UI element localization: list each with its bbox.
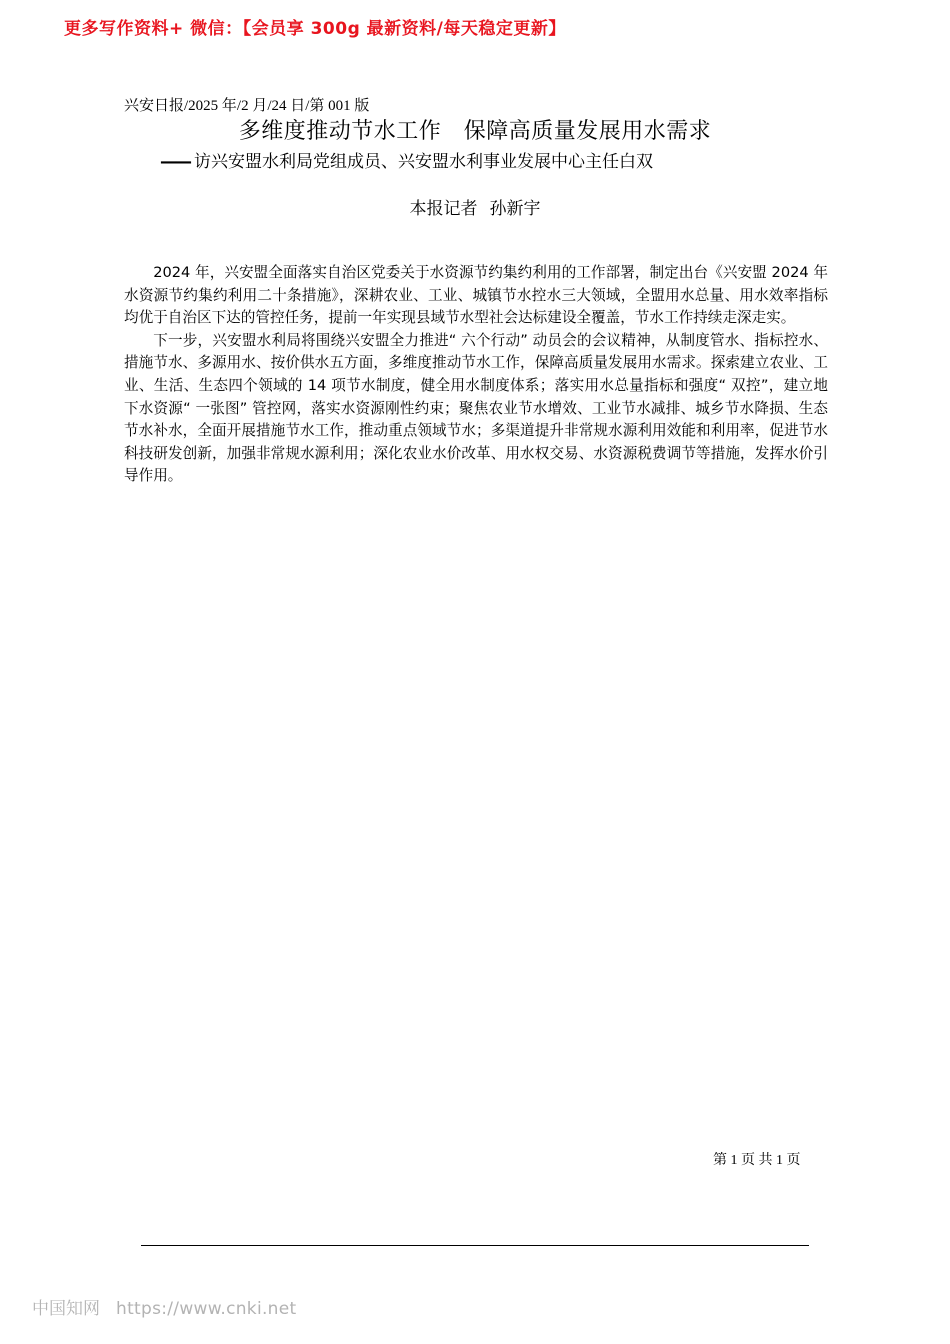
paragraph: 下一步，兴安盟水利局将围绕兴安盟全力推进“ 六个行动” 动员会的会议精神，从制度管水、指标控水、措施节水、多源用水、按价供水五方面，多维度推动节水工作，保障高质量发展用水需求。探索建立农业、工业、生活、生态四个领域的 14 项节水制度，健全用水制度体系；落实用水总量指标和强度“ 双控”，建立地下水资源“ 一张图” 管控网，落实水资源刚性约束；聚焦农业节水增效、工业节水减排、城乡节水降损、生态节水补水，全面开展措施节水工作，推动重点领域节水；多渠道提升非常规水源利用效能和利用率，促进节水科技研发创新，加强非常规水源利用；深化农业水价改革、用水权交易、水资源税费调节等措施，发挥水价引导作用。 [124, 331, 828, 485]
source-line: 兴安日报/2025 年/2 月/24 日/第 001 版 [124, 98, 370, 114]
watermark-url: https://www.cnki.net [116, 1299, 297, 1319]
article-title: 多维度推动节水工作 保障高质量发展用水需求 [238, 119, 712, 144]
byline-role: 本报记者 [409, 199, 478, 219]
byline [0, 194, 950, 219]
footer-divider [141, 1245, 809, 1246]
subtitle-dash: —— [160, 152, 190, 172]
subtitle-text: 访兴安盟水利局党组成员、兴安盟水利事业发展中心主任白双 [194, 152, 653, 172]
page-number: 第 1 页 共 1 页 [713, 1153, 801, 1168]
promo-banner: 更多写作资料+ 微信：【会员享 300g 最新资料/每天稳定更新】 [64, 19, 566, 39]
article-subtitle [160, 147, 653, 172]
cnki-watermark [32, 1294, 296, 1319]
byline-name: 孙新宇 [489, 199, 541, 219]
article-body [124, 262, 828, 488]
paragraph: 2024 年，兴安盟全面落实自治区党委关于水资源节约集约利用的工作部署，制定出台《兴安盟 2024 年水资源节约集约利用二十条措施》，深耕农业、工业、城镇节水控水三大领域，全盟用水总量、用水效率指标均优于自治区下达的管控任务，提前一年实现县域节水型社会达标建设全覆盖，节水工作持续走深走实。 [124, 264, 828, 327]
watermark-site-name: 中国知网 [32, 1299, 100, 1319]
